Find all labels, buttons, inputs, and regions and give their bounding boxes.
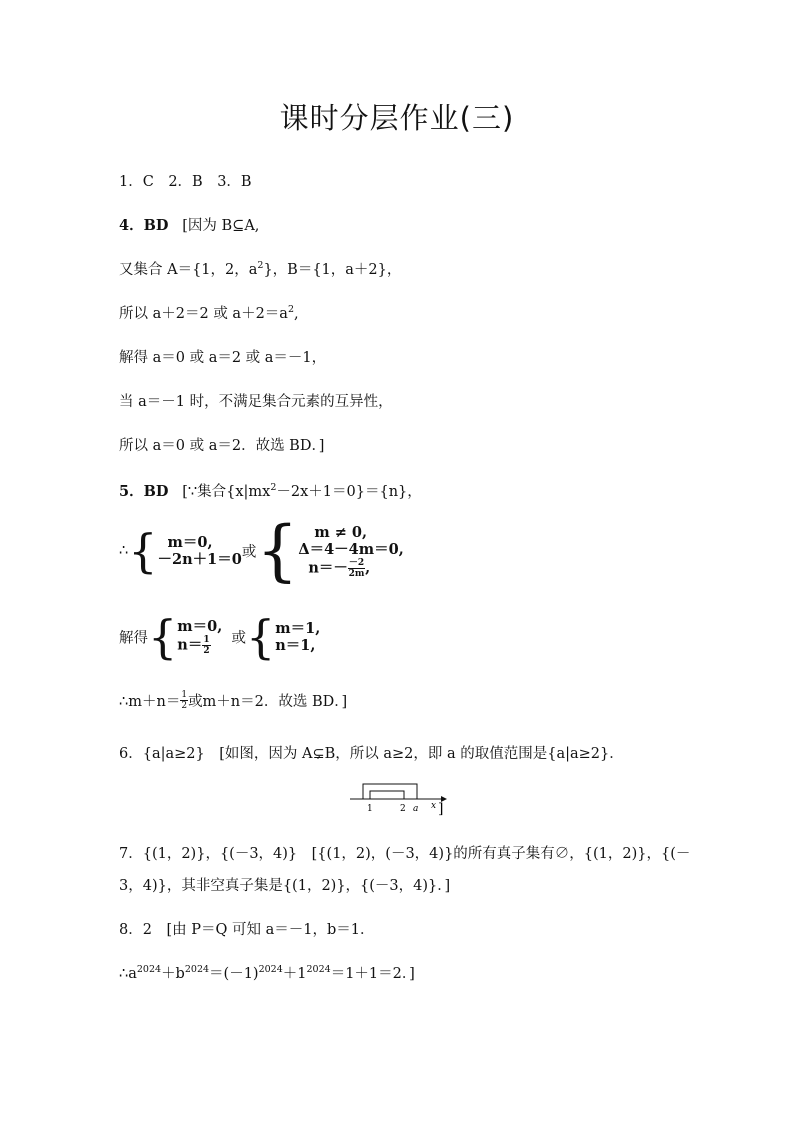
number-line-figure	[345, 778, 455, 818]
superscript: 2	[287, 304, 294, 315]
fraction-numerator: －2	[348, 557, 365, 568]
text: ＋b	[161, 966, 185, 982]
solution-1	[177, 618, 222, 656]
closing-bracket: ]	[438, 801, 444, 817]
answer-5-system	[119, 512, 404, 589]
page-title: 课时分层作业(三)	[279, 101, 515, 135]
answer-7-line-1: 7．{(1，2)}，{(－3，4)} [{(1，2)，(－3，4)}的所有真子集有∅，{(1，2)}，{(－	[119, 846, 691, 862]
text: ,	[365, 559, 371, 576]
system-1-row-2: －2n＋1＝0	[157, 551, 242, 568]
system-2-row-3	[298, 558, 403, 579]
fraction-denominator: 2	[181, 701, 188, 711]
system-2-row-2: Δ＝4－4m＝0,	[298, 540, 404, 558]
superscript: 2024	[258, 964, 283, 975]
answer-7-line-2: 3，4)}，其非空真子集是{(1，2)}，{(－3，4)}．]	[119, 878, 451, 894]
set-a-rectangle	[370, 791, 404, 799]
superscript: 2	[257, 260, 264, 271]
text: －2x＋1＝0}＝{n}，	[276, 484, 422, 500]
text: n＝－	[308, 559, 348, 576]
text: 又集合 A＝{1，2，a	[119, 262, 258, 278]
text: 或m＋n＝2．故选 BD．]	[188, 694, 348, 710]
answer-5-label: 5．BD	[119, 483, 169, 500]
answer-line-1-3: 1．C 2．B 3．B	[119, 174, 252, 190]
answer-5-solutions	[119, 610, 321, 664]
text: 所以 a＋2＝2 或 a＋2＝a	[119, 306, 288, 322]
solve-label: 解得	[119, 630, 148, 647]
answer-5-header	[119, 480, 422, 501]
fraction-denominator: 2	[203, 646, 210, 656]
superscript: 2024	[306, 964, 331, 975]
text: ∴m＋n＝	[119, 694, 181, 710]
solution-1-row-2	[177, 635, 222, 656]
fraction-denominator: 2m	[348, 568, 365, 579]
answer-4-line-6: 所以 a＝0 或 a＝2．故选 BD．]	[119, 438, 325, 454]
fraction-numerator: 1	[203, 635, 210, 645]
left-brace: {	[256, 512, 299, 589]
solution-1-row-1: m＝0,	[177, 618, 223, 635]
system-1-row-1: m＝0,	[167, 534, 213, 551]
system-2-row-1: m ≠ 0,	[314, 523, 368, 541]
answer-6: 6．{a|a≥2} [如图，因为 A⊊B，所以 a≥2，即 a 的取值范围是{a|a≥2}．	[119, 746, 624, 762]
superscript: 2024	[136, 964, 162, 975]
fraction	[202, 635, 210, 656]
text: ∴a	[119, 966, 137, 982]
tick-label-1: 1	[367, 804, 373, 814]
fraction	[180, 690, 188, 711]
text: ,	[293, 306, 299, 322]
text: ＝(－1)	[209, 966, 259, 982]
text: }，B＝{1，a＋2}，	[263, 262, 402, 278]
tick-label-a: a	[413, 804, 419, 814]
solution-2-row-1: m＝1,	[275, 620, 321, 637]
axis-label-x: x	[431, 801, 437, 811]
fraction-numerator: 1	[181, 690, 188, 700]
answer-4-line-5: 当 a＝－1 时，不满足集合元素的互异性，	[119, 394, 393, 410]
answer-4-intro: [因为 B⊆A,	[182, 218, 260, 234]
answer-4-line-2	[119, 258, 401, 279]
text: [∵集合{x|mx	[182, 484, 271, 500]
superscript: 2	[270, 482, 277, 493]
solution-2	[275, 620, 320, 654]
tick-label-2: 2	[400, 804, 406, 814]
left-brace: {	[148, 610, 178, 664]
solution-2-row-2: n＝1,	[275, 637, 316, 654]
or-word: 或	[231, 630, 246, 647]
answer-4-line-4: 解得 a＝0 或 a＝2 或 a＝－1，	[119, 350, 327, 366]
answer-5-conclusion	[119, 690, 347, 711]
left-brace: {	[245, 610, 276, 664]
therefore-symbol: ∴	[119, 543, 129, 559]
text: n＝	[177, 636, 203, 654]
system-1	[158, 534, 242, 568]
or-word: 或	[241, 544, 257, 561]
text: ＝1＋1＝2．]	[330, 966, 415, 982]
answer-4-label: 4．BD	[119, 217, 169, 234]
answer-4-line-3	[119, 302, 299, 323]
answer-4-header	[119, 214, 259, 235]
system-2	[298, 524, 403, 579]
fraction	[348, 558, 365, 579]
text: ＋1	[282, 966, 307, 982]
answer-8-line-2	[119, 962, 415, 983]
answer-8-line-1: 8．2 [由 P＝Q 可知 a＝－1，b＝1．	[119, 922, 375, 938]
left-brace: {	[128, 524, 158, 578]
superscript: 2024	[184, 964, 210, 975]
